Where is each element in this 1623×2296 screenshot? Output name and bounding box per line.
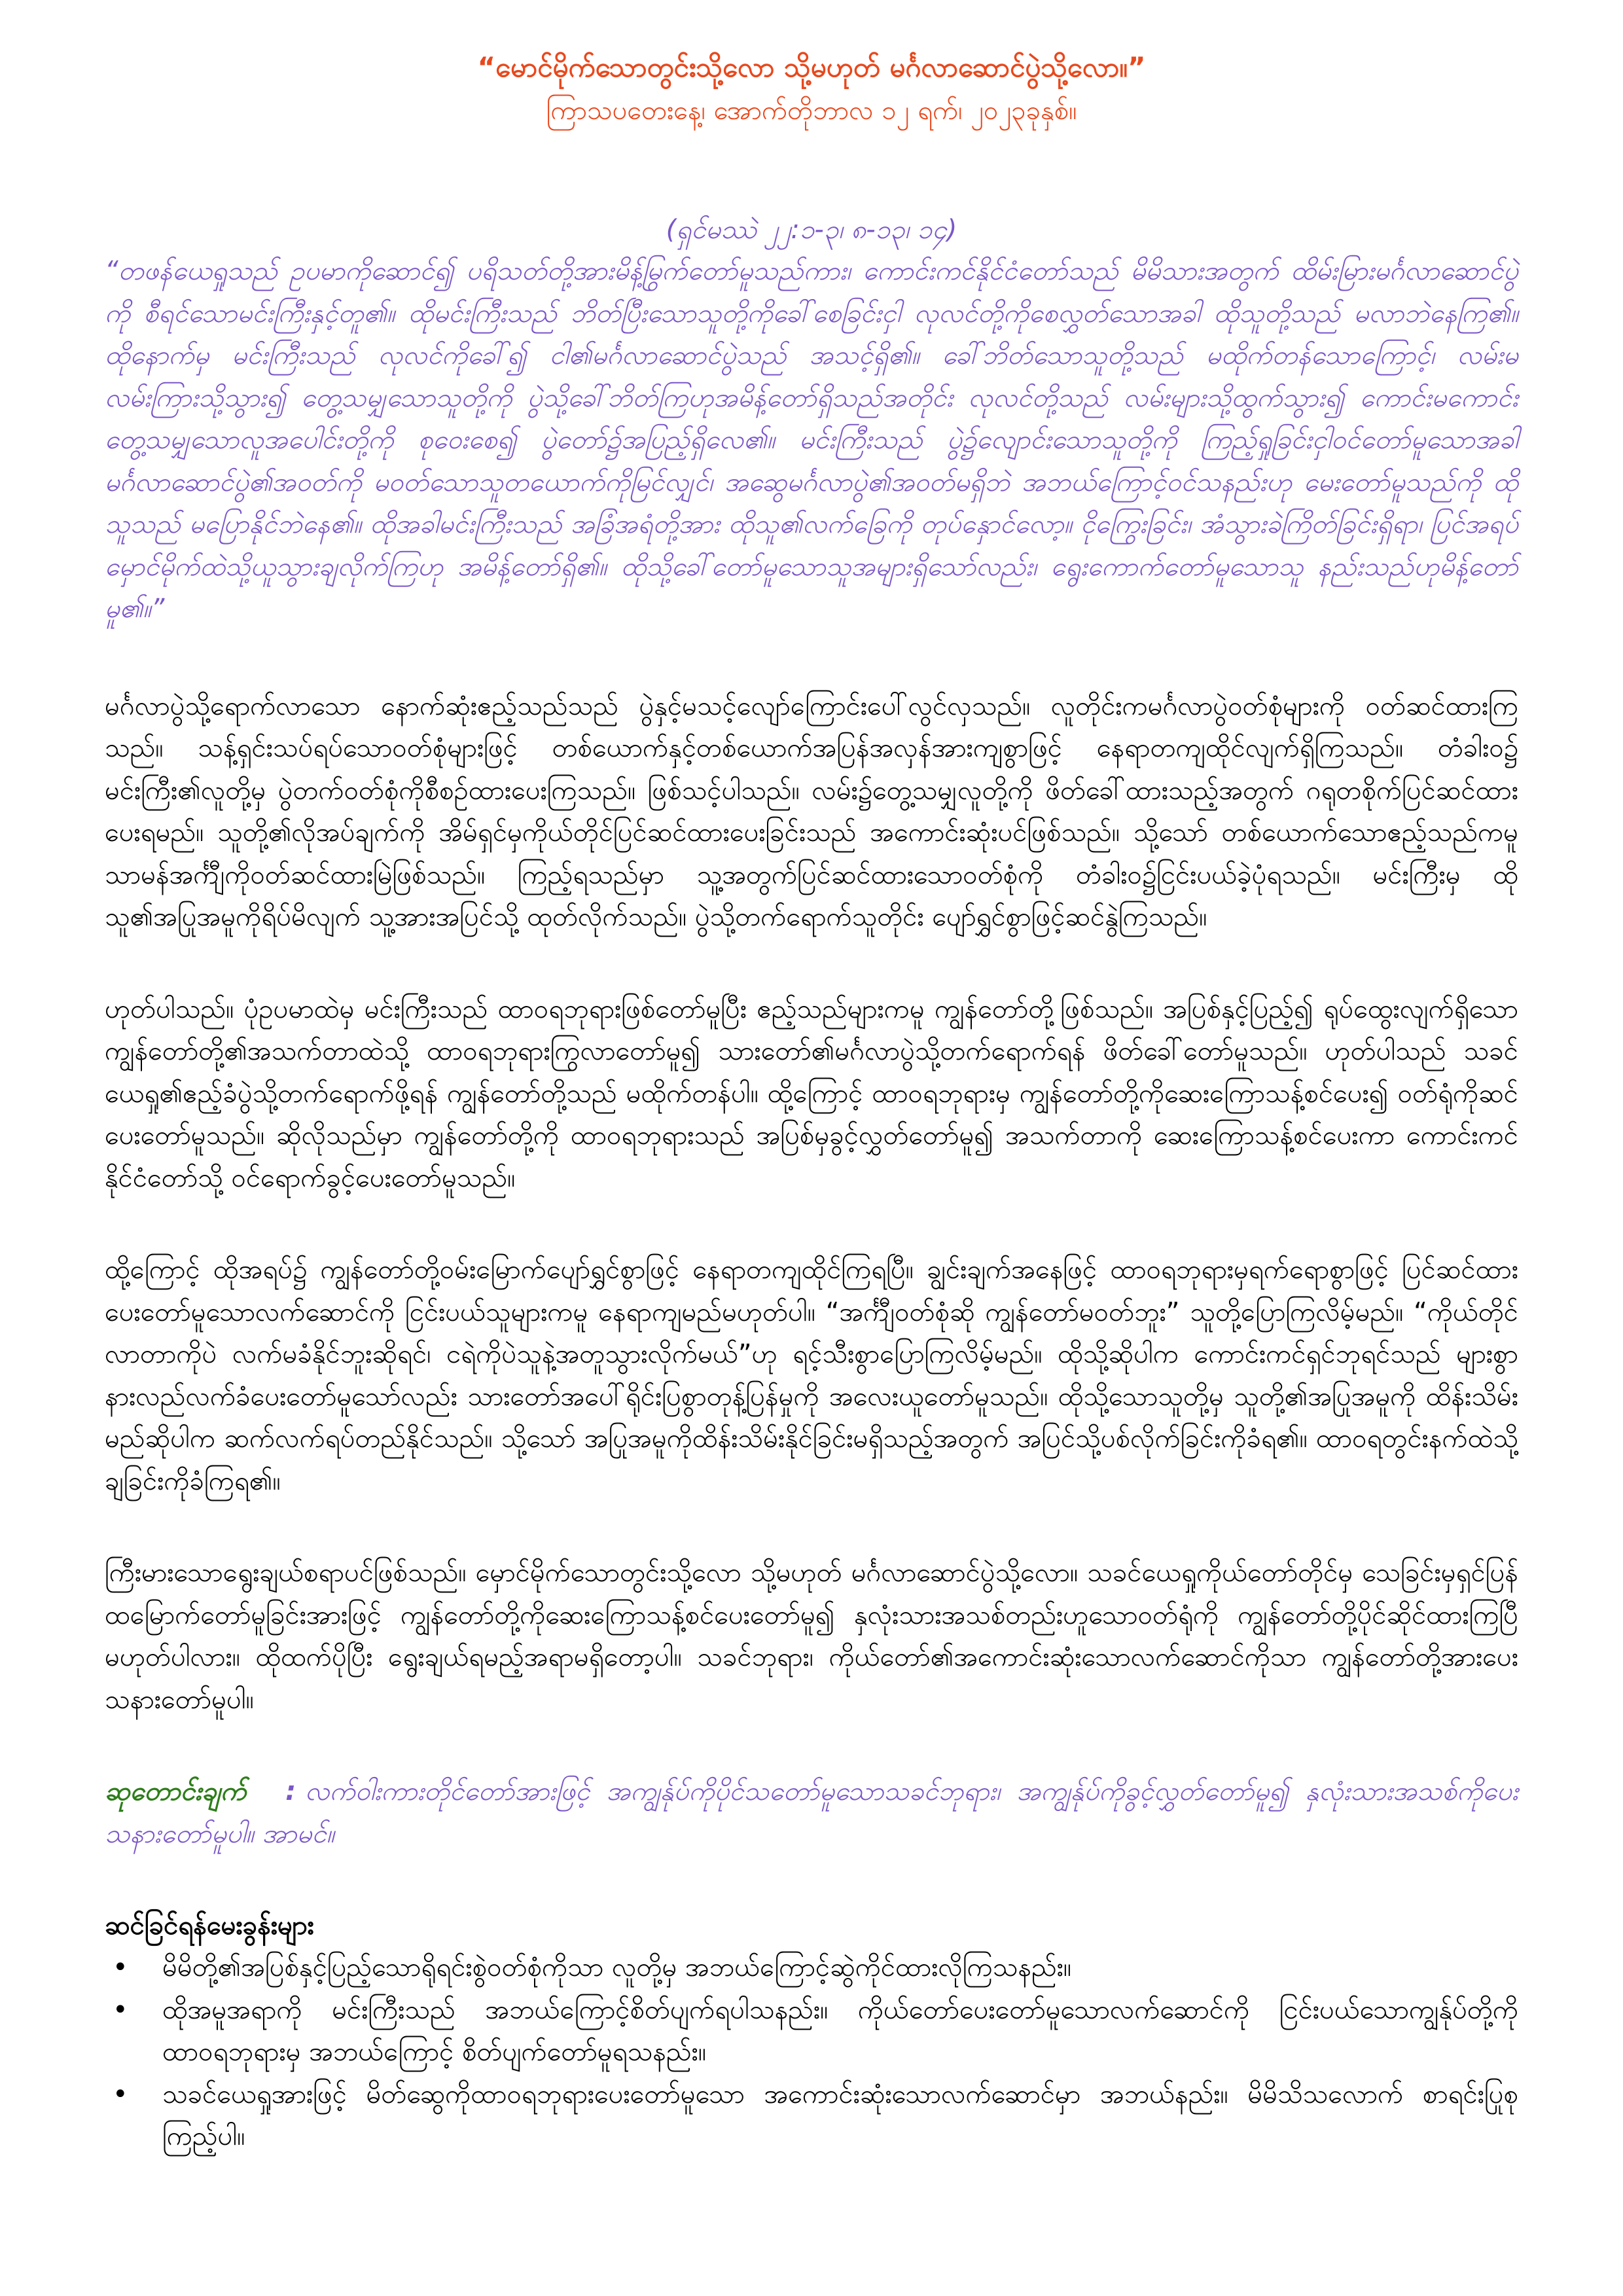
devotional-page (105, 46, 1518, 2158)
question-item (105, 1946, 1518, 1989)
question-item (105, 2073, 1518, 2158)
page-title: “မောင်မိုက်သောတွင်းသို့လော သို့မဟုတ် မင်္ဂလာဆောင်ပွဲသို့လော။” (477, 51, 1146, 83)
body-paragraph-2: ဟုတ်ပါသည်။ ပုံဥပမာထဲမှ မင်းကြီးသည် ထာဝရဘုရားဖြစ်တော်မူပြီး ဧည့်သည်များကမူ ကျွန်တော်တို့ဖြစ်သည်။ အပြစ်နှင့်ပြည့်၍ ရုပ်ထွေးလျက်ရှိသော ကျွန်တော်တို့၏အသက်တာထဲသို့ ထာဝရဘုရားကြွလာတော်မူ၍ သားတော်၏မင်္ဂလာပွဲသို့တက်ရောက်ရန် ဖိတ်ခေါ်တော်မူသည်။ ဟုတ်ပါသည် သခင်ယေရှု၏ဧည့်ခံပွဲသို့တက်ရောက်ဖို့ရန် ကျွန်တော်တို့သည် မထိုက်တန်ပါ။ ထို့ကြောင့် ထာဝရဘုရားမှ ကျွန်တော်တို့ကိုဆေးကြောသန့်စင်ပေး၍ ဝတ်ရုံကိုဆင်ပေးတော်မူသည်။ ဆိုလိုသည်မှာ ကျွန်တော်တို့ကို ထာဝရဘုရားသည် အပြစ်မှခွင့်လွှတ်တော်မူ၍ အသက်တာကို ဆေးကြောသန့်စင်ပေးကာ ကောင်းကင်နိုင်ငံတော်သို့ ဝင်ရောက်ခွင့်ပေးတော်မူသည်။ (105, 994, 1518, 1193)
question-text: ထိုအမူအရာကို မင်းကြီးသည် အဘယ်ကြောင့်စိတ်ပျက်ရပါသနည်း။ ကိုယ်တော်ပေးတော်မူသောလက်ဆောင်ကို ငြင်းပယ်သောကျွန်ုပ်တို့ကို ထာဝရဘုရားမှ အဘယ်ကြောင့် စိတ်ပျက်တော်မူရသနည်း။ (162, 1994, 1518, 2067)
prayer-label: ဆုတောင်းချက် (105, 1776, 247, 1806)
questions-list (105, 1946, 1518, 2158)
scripture-passage: “တဖန်ယေရှုသည် ဥပမာကိုဆောင်၍ ပရိသတ်တို့အားမိန့်မြွက်တော်မူသည်ကား၊ ကောင်းကင်နိုင်ငံတော်သည် မိမိသားအတွက် ထိမ်းမြားမင်္ဂလာဆောင်ပွဲကို စီရင်သောမင်းကြီးနှင့်တူ၏။ ထိုမင်းကြီးသည် ဘိတ်ပြီးသောသူတို့ကိုခေါ်စေခြင်းငှါ လုလင်တို့ကိုစေလွှတ်သောအခါ ထိုသူတို့သည် မလာဘဲနေကြ၏။ ထိုနောက်မှ မင်းကြီးသည် လုလင်ကိုခေါ်၍ ငါ၏မင်္ဂလာဆောင်ပွဲသည် အသင့်ရှိ၏။ ခေါ်ဘိတ်သောသူတို့သည် မထိုက်တန်သောကြောင့်၊ လမ်းမ လမ်းကြားသို့သွား၍ တွေ့သမျှသောသူတို့ကို ပွဲသို့ခေါ်ဘိတ်ကြဟုအမိန့်တော်ရှိသည်အတိုင်း လုလင်တို့သည် လမ်းများသို့ထွက်သွား၍ ကောင်းမကောင်း တွေ့သမျှသောလူအပေါင်းတို့ကို စုဝေးစေ၍ ပွဲတော်၌အပြည့်ရှိလေ၏။ မင်းကြီးသည် ပွဲ၌လျောင်းသောသူတို့ကို ကြည့်ရှုခြင်းငှါဝင်တော်မူသောအခါ မင်္ဂလာဆောင်ပွဲ၏အဝတ်ကို မဝတ်သောသူတယောက်ကိုမြင်လျှင်၊ အဆွေမင်္ဂလာပွဲ၏အဝတ်မရှိဘဲ အဘယ်ကြောင့်ဝင်သနည်းဟု မေးတော်မူသည်ကို ထိုသူသည် မပြောနိုင်ဘဲနေ၏။ ထိုအခါမင်းကြီးသည် အခြံအရံတို့အား ထိုသူ၏လက်ခြေကို တုပ်နှောင်လော့။ ငိုကြွေးခြင်း၊ အံသွားခဲကြိတ်ခြင်းရှိရာ၊ ပြင်အရပ်မှောင်မိုက်ထဲသို့ယူသွားချလိုက်ကြဟု အမိန့်တော်ရှိ၏။ ထိုသို့ခေါ်တော်မူသောသူအများရှိသော်လည်း၊ ရွေးကောက်တော်မူသောသူ နည်းသည်ဟုမိန့်တော်မူ၏။” (105, 256, 1518, 624)
question-item (105, 1989, 1518, 2073)
scripture-reference: (ရှင်မဿဲ ၂၂:၁-၃၊ ၈-၁၃၊ ၁၄) (666, 215, 957, 245)
bullet-icon: • (113, 1994, 128, 2025)
prayer-colon: : (285, 1776, 296, 1806)
bullet-icon: • (113, 2079, 128, 2109)
prayer-text: လက်ဝါးကားတိုင်တော်အားဖြင့် အကျွန်ုပ်ကိုပိုင်သတော်မူသောသခင်ဘုရား၊ အကျွန်ုပ်ကိုခွင့်လွှတ်တော်မူ၍ နှလုံးသားအသစ်ကိုပေးသနားတော်မူပါ။ အာမင်။ (105, 1776, 1518, 1849)
prayer-section (105, 1770, 1518, 1855)
body-paragraph-1: မင်္ဂလာပွဲသို့ရောက်လာသော နောက်ဆုံးဧည့်သည်သည် ပွဲနှင့်မသင့်လျော်ကြောင်းပေါ်လွင်လှသည်။ လူတိုင်းကမင်္ဂလာပွဲဝတ်စုံများကို ဝတ်ဆင်ထားကြသည်။ သန့်ရှင်းသပ်ရပ်သောဝတ်စုံများဖြင့် တစ်ယောက်နှင့်တစ်ယောက်အပြန်အလှန်အားကျစွာဖြင့် နေရာတကျထိုင်လျက်ရှိကြသည်။ တံခါးဝ၌ မင်းကြီး၏လူတို့မှ ပွဲတက်ဝတ်စုံကိုစီစဉ်ထားပေးကြသည်။ ဖြစ်သင့်ပါသည်။ လမ်း၌တွေ့သမျှလူတို့ကို ဖိတ်ခေါ်ထားသည့်အတွက် ဂရုတစိုက်ပြင်ဆင်ထားပေးရမည်။ သူတို့၏လိုအပ်ချက်ကို အိမ်ရှင်မှကိုယ်တိုင်ပြင်ဆင်ထားပေးခြင်းသည် အကောင်းဆုံးပင်ဖြစ်သည်။ သို့သော် တစ်ယောက်သောဧည့်သည်ကမူ သာမန်အင်္ကျီကိုဝတ်ဆင်ထားမြဲဖြစ်သည်။ ကြည့်ရသည်မှာ သူ့အတွက်ပြင်ဆင်ထားသောဝတ်စုံကို တံခါးဝ၌ငြင်းပယ်ခဲ့ပုံရသည်။ မင်းကြီးမှ ထိုသူ၏အပြုအမူကိုရိပ်မိလျက် သူ့အားအပြင်သို့ ထုတ်လိုက်သည်။ ပွဲသို့တက်ရောက်သူတိုင်း ပျော်ရွှင်စွာဖြင့်ဆင်နွဲကြသည်။ (105, 691, 1518, 932)
body-paragraph-3: ထို့ကြောင့် ထိုအရပ်၌ ကျွန်တော်တို့ဝမ်းမြောက်ပျော်ရွှင်စွာဖြင့် နေရာတကျထိုင်ကြရပြီ။ ချွင်းချက်အနေဖြင့် ထာဝရဘုရားမှရက်ရောစွာဖြင့် ပြင်ဆင်ထားပေးတော်မူသောလက်ဆောင်ကို ငြင်းပယ်သူများကမူ နေရာကျမည်မဟုတ်ပါ။ “အင်္ကျီဝတ်စုံဆို ကျွန်တော်မဝတ်ဘူး” သူတို့ပြောကြလိမ့်မည်။ “ကိုယ်တိုင်လာတာကိုပဲ လက်မခံနိုင်ဘူးဆိုရင်၊ ငရဲကိုပဲသူနဲ့အတူသွားလိုက်မယ်”ဟု ရင့်သီးစွာပြောကြလိမ့်မည်။ ထိုသို့ဆိုပါက ကောင်းကင်ရှင်ဘုရင်သည် များစွာနားလည်လက်ခံပေးတော်မူသော်လည်း သားတော်အပေါ်ရိုင်းပြစွာတုန့်ပြန်မှုကို အလေးယူတော်မူသည်။ ထိုသို့သောသူတို့မှ သူတို့၏အပြုအမူကို ထိန်းသိမ်းမည်ဆိုပါက ဆက်လက်ရပ်တည်နိုင်သည်။ သို့သော် အပြုအမူကိုထိန်းသိမ်းနိုင်ခြင်းမရှိသည့်အတွက် အပြင်သို့ပစ်လိုက်ခြင်းကိုခံရ၏။ ထာဝရတွင်းနက်ထဲသို့ချခြင်းကိုခံကြရ၏။ (105, 1255, 1518, 1496)
body-paragraph-4: ကြီးမားသောရွေးချယ်စရာပင်ဖြစ်သည်။ မှောင်မိုက်သောတွင်းသို့လော သို့မဟုတ် မင်္ဂလာဆောင်ပွဲသို့လော။ သခင်ယေရှုကိုယ်တော်တိုင်မှ သေခြင်းမှရှင်ပြန်ထမြောက်တော်မူခြင်းအားဖြင့် ကျွန်တော်တို့ကိုဆေးကြောသန့်စင်ပေးတော်မူ၍ နှလုံးသားအသစ်တည်းဟူသောဝတ်ရုံကို ကျွန်တော်တို့ပိုင်ဆိုင်ထားကြပြီ မဟုတ်ပါလား။ ထိုထက်ပိုပြီး ရွေးချယ်ရမည့်အရာမရှိတော့ပါ။ သခင်ဘုရား၊ ကိုယ်တော်၏အကောင်းဆုံးသောလက်ဆောင်ကိုသာ ကျွန်တော်တို့အားပေးသနားတော်မူပါ။ (105, 1558, 1518, 1715)
question-text: သခင်ယေရှုအားဖြင့် မိတ်ဆွေကိုထာဝရဘုရားပေးတော်မူသော အကောင်းဆုံးသောလက်ဆောင်မှာ အဘယ်နည်း။ မိမိသိသလောက် စာရင်းပြုစုကြည့်ပါ။ (162, 2079, 1518, 2151)
bullet-icon: • (113, 1952, 128, 1982)
question-text: မိမိတို့၏အပြစ်နှင့်ပြည့်သောရိုရင်းစွဲဝတ်စုံကိုသာ လူတို့မှ အဘယ်ကြောင့်ဆွဲကိုင်ထားလိုကြသနည်း။ (162, 1952, 1072, 1982)
questions-heading: ဆင်ခြင်ရန်မေးခွန်းများ (105, 1910, 314, 1941)
date-line: ကြာသပတေးနေ့၊ အောက်တိုဘာလ ၁၂ ရက်၊ ၂၀၂၃ခုနှစ်။ (546, 96, 1077, 126)
